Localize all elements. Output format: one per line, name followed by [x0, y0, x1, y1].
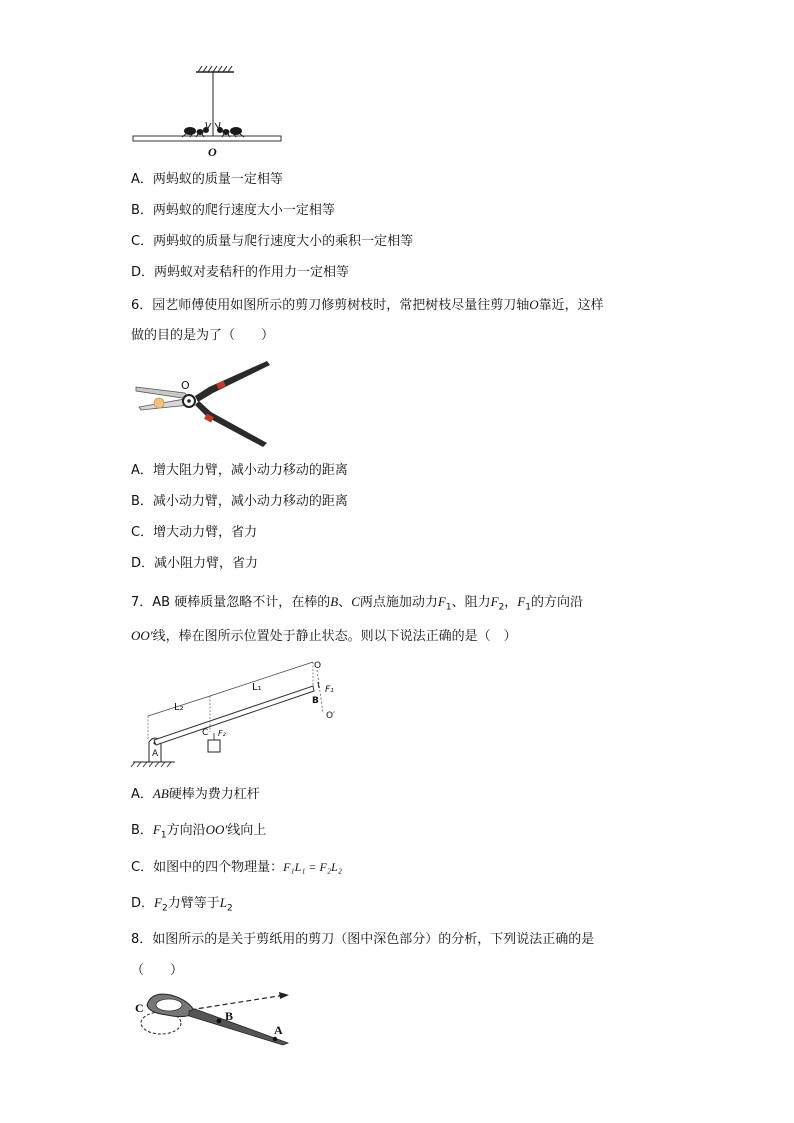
q6-option-a: A．增大阻力臂，减小动力移动的距离	[131, 463, 348, 478]
q7-option-d	[131, 894, 233, 918]
q7-stem-p4: ，	[504, 595, 518, 610]
q7-opt-d-l: L	[219, 895, 227, 910]
q5-lever-figure	[130, 62, 290, 162]
q7-stem-line1	[131, 593, 583, 617]
q7-opt-b-prefix: B．	[131, 823, 153, 838]
q7-opt-b-f: F	[152, 822, 161, 837]
q7-option-a	[131, 785, 260, 804]
q6-pruning-shears-figure	[133, 355, 278, 453]
q6-figure-o-label: O	[181, 379, 190, 392]
q5-option-d: D．两蚂蚁对麦秸秆的作用力一定相等	[131, 265, 350, 280]
q7-opt-a-prefix: A．	[131, 787, 153, 802]
q5-option-a: A．两蚂蚁的质量一定相等	[131, 172, 283, 187]
q7-fig-label-l2: L₂	[174, 702, 184, 713]
q7-option-b	[131, 821, 266, 845]
q6-option-d: D．减小阻力臂，省力	[131, 556, 259, 571]
q7-opt-b-mid: 方向沿	[166, 823, 206, 838]
q7-stem-p5: 的方向沿	[530, 595, 583, 610]
q7-opt-d-mid: 力臂等于	[167, 896, 220, 911]
q7-stem-line2-text: 线，棒在图所示位置处于静止状态。则以下说法正确的是（ ）	[152, 629, 517, 644]
q5-option-c: C．两蚂蚁的质量与爬行速度大小的乘积一定相等	[131, 234, 414, 249]
q7-opt-c-formula: F₁L₁ = F₂L₂	[283, 860, 342, 874]
q7-stem-oo: OO′	[131, 628, 153, 643]
q7-opt-a-ab: AB	[152, 786, 169, 801]
q6-stem-text: 6．园艺师傅使用如图所示的剪刀修剪树枝时，常把树枝尽量往剪刀轴	[131, 298, 530, 313]
q7-lever-figure	[130, 658, 355, 770]
q7-opt-b-rest: 线向上	[227, 823, 267, 838]
q7-stem-f1b: F	[517, 594, 526, 609]
q8-scissors-figure	[133, 985, 298, 1050]
q7-opt-b-sub: 1	[160, 830, 167, 841]
q7-stem-f1b-sub: 1	[525, 602, 531, 613]
q6-option-b: B．减小动力臂，减小动力移动的距离	[131, 494, 348, 509]
q7-stem-sep: 、	[338, 595, 352, 610]
q7-stem-f2-sub: 2	[498, 602, 505, 613]
q8-fig-label-b: B	[225, 1009, 234, 1023]
q7-fig-label-o-prime: O′	[326, 711, 336, 721]
q6-option-c: C．增大动力臂，省力	[131, 525, 258, 540]
q7-opt-b-oo: OO′	[205, 822, 228, 837]
q7-opt-d-prefix: D．	[131, 896, 155, 911]
q7-stem-p1: 7．AB 硬棒质量忽略不计，在棒的	[131, 595, 331, 610]
q5-figure-o-label: O	[208, 145, 217, 159]
q6-stem-text-end: 靠近，这样	[538, 298, 604, 313]
q7-stem-p3: 、阻力	[451, 595, 491, 610]
q7-opt-d-f: F	[154, 895, 162, 910]
q7-stem-p2: 两点施加动力	[359, 595, 438, 610]
q7-fig-label-l1: L₁	[252, 682, 262, 693]
q6-stem-axis: O	[529, 297, 539, 312]
q8-stem-line2: （ ）	[131, 963, 184, 978]
q8-fig-label-c: C	[135, 1001, 144, 1015]
q7-fig-label-f1: F₁	[325, 685, 334, 695]
q7-stem-c: C	[351, 594, 360, 609]
q5-option-b: B．两蚂蚁的爬行速度大小一定相等	[131, 203, 335, 218]
q7-stem-b: B	[330, 594, 339, 609]
q8-stem-line1: 8．如图所示的是关于剪纸用的剪刀（图中深色部分）的分析，下列说法正确的是	[131, 932, 595, 947]
q7-fig-label-b: B	[312, 696, 319, 706]
q7-stem-line2	[131, 627, 517, 646]
q8-fig-label-a: A	[274, 1023, 283, 1037]
q7-fig-label-o: O	[314, 661, 322, 671]
q7-opt-d-sub: 2	[161, 903, 168, 914]
q7-option-c	[131, 858, 342, 877]
q7-stem-f1: F	[437, 594, 446, 609]
q7-fig-label-c: C	[202, 728, 209, 738]
q7-fig-label-a: A	[152, 749, 159, 759]
q7-opt-a-rest: 硬棒为费力杠杆	[168, 787, 260, 802]
q7-fig-label-f2: F₂	[218, 729, 226, 738]
q6-stem-line2: 做的目的是为了（ ）	[131, 328, 275, 343]
q7-opt-c-prefix: C．如图中的四个物理量：	[131, 860, 284, 875]
q7-stem-f2: F	[490, 594, 499, 609]
q6-stem-line1	[131, 296, 604, 315]
q7-opt-d-lsub: 2	[226, 903, 233, 914]
q7-stem-f1-sub: 1	[445, 602, 452, 613]
